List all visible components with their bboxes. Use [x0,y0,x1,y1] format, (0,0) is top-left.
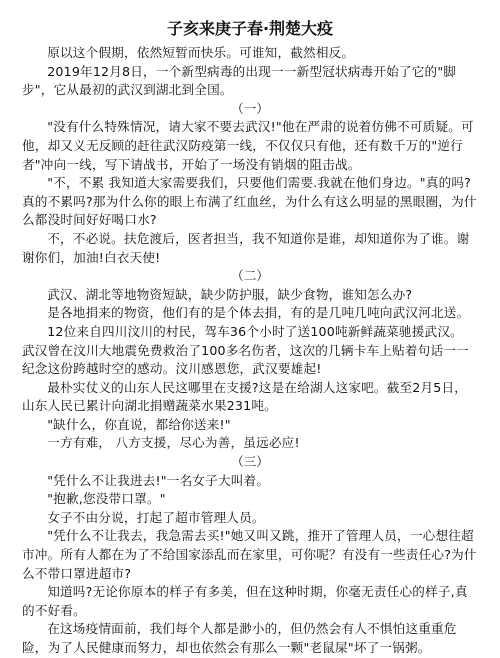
paragraph: 一方有难， 八方支援，尽心为善，虽远必应! [47,435,300,451]
paragraph: 是各地捐来的物资，他们有的是个体去捐，有的是几吨几吨向武汉河北送。 [47,305,470,321]
paragraph: "抱歉,您没带口罩。" [47,491,166,507]
paragraph: 12位来自四川汶川的村民，驾车36个小时了送100吨新鲜蔬菜驰援武汉。 武汉曾在汶川大地震免费救治了100多名伤者，这次的几辆卡车上贴着句话一一纪念这份跨越时空的感动。汶川感恩您，武汉要雄起! [22,323,469,377]
paragraph: "不，不累 我知道大家需要我们，只要他们需要.我就在他们身边。"真的吗?真的不累吗?那为什么你的眼上布满了红血丝，为什么有这么明显的黑眼圈，为什么都没时间好好喝口水? [22,175,477,228]
paragraph: "凭什么不让我去，我急需去买!"她又叫又跳，推开了管理人员，一心想往超市冲。所有人都在为了不给国家添乱而在家里，可你呢？有没有一些责任心?为什么不带口罩进超市? [22,528,477,581]
section-heading: （三） [231,454,269,470]
paragraph: 原以这个假期，依然短暂而快乐。可谁知，截然相反。 [47,45,355,60]
paragraph: 知道吗?无论你原本的样子有多美，但在这种时期，你毫无责任心的样子,真的不好看。 [22,584,468,618]
paragraph: 最朴实仗义的山东人民这哪里在支援?这是在给湖人这家吧。截至2月5日，山东人民已累计向湖北捐赠蔬菜水果231吨。 [22,379,468,414]
paragraph: 武汉、湖北等地物资短缺，缺少防护服，缺少食物，谁知怎么办? [47,286,413,302]
paragraph: 在这场疫情面前，我们每个人都是渺小的，但仍然会有人不惧怕这重重危险，为了人民健康而努力，却也依然会有那么一颗"老鼠屎"坏了一锅粥。 [22,621,457,655]
paragraph: "缺什么，你直说，都给你送来!" [47,416,231,432]
paragraph: "没有什么特殊情况，请大家不要去武汉!"他在严肃的说着仿佛不可质疑。可他，却又义无反顾的赶往武汉防疫第一线，不仅仅只有他，还有数千万的"逆行者"冲向一线，写下请战书，开始了一场没有销烟的阻击战。 [22,119,474,172]
document-title: 子亥来庚子春·荆楚大疫 [166,19,334,38]
paragraph: 女子不由分说，打起了超市管理人员。 [47,509,265,525]
paragraph: 2019年12月8日，一个新型病毒的出现一一新型冠状病毒开始了它的"脚步"，它从最初的武汉到湖北到全国。 [22,63,457,98]
section-heading: （一） [231,100,269,116]
section-heading: （二） [231,268,269,284]
paragraph: 不，不必说。扶危渡后，医者担当，我不知道你是谁，却知道你为了谁。谢谢你们，加油!白衣天使! [22,230,470,265]
paragraph: "凭什么不让我进去!"一名女子大叫着。 [47,472,270,488]
